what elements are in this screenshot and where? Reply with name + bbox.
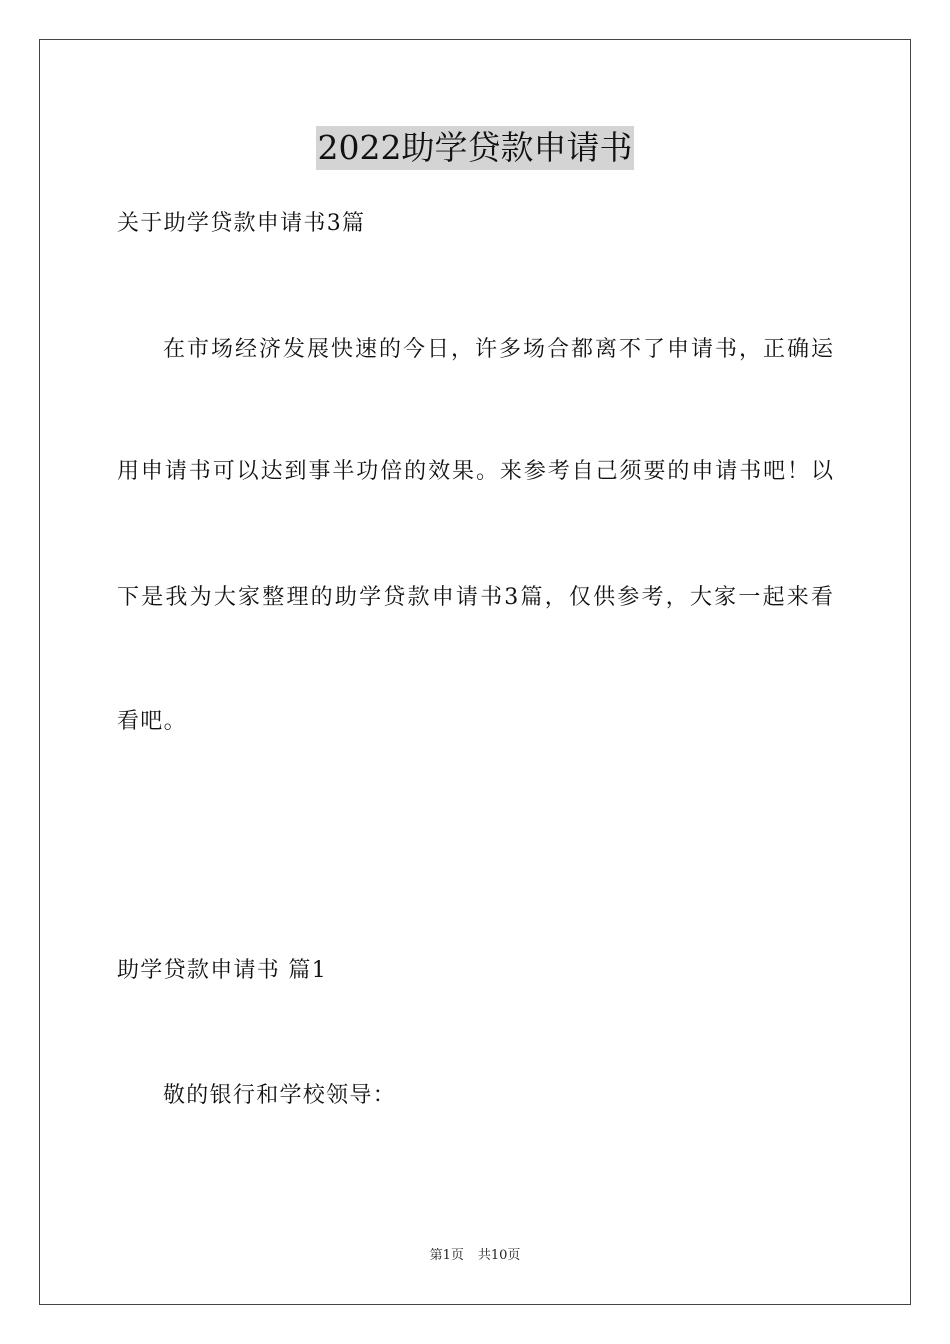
document-title: 2022助学贷款申请书: [316, 126, 635, 170]
document-subtitle: 关于助学贷款申请书3篇: [117, 211, 366, 236]
section-heading: 助学贷款申请书 篇1: [117, 958, 327, 983]
intro-paragraph-line-2: 用申请书可以达到事半功倍的效果。来参考自己须要的申请书吧！以: [117, 459, 833, 484]
intro-paragraph-line-4: 看吧。: [117, 709, 187, 734]
intro-paragraph-line-3: 下是我为大家整理的助学贷款申请书3篇，仅供参考，大家一起来看: [117, 585, 833, 610]
page-footer: [0, 1247, 950, 1265]
intro-paragraph-line-1: 在市场经济发展快速的今日，许多场合都离不了申请书，正确运: [163, 337, 833, 362]
salutation: 敬的银行和学校领导：: [163, 1083, 397, 1108]
title-container: [0, 126, 950, 170]
page-total: 共10页: [477, 1248, 521, 1263]
page-number: 第1页: [429, 1248, 464, 1263]
